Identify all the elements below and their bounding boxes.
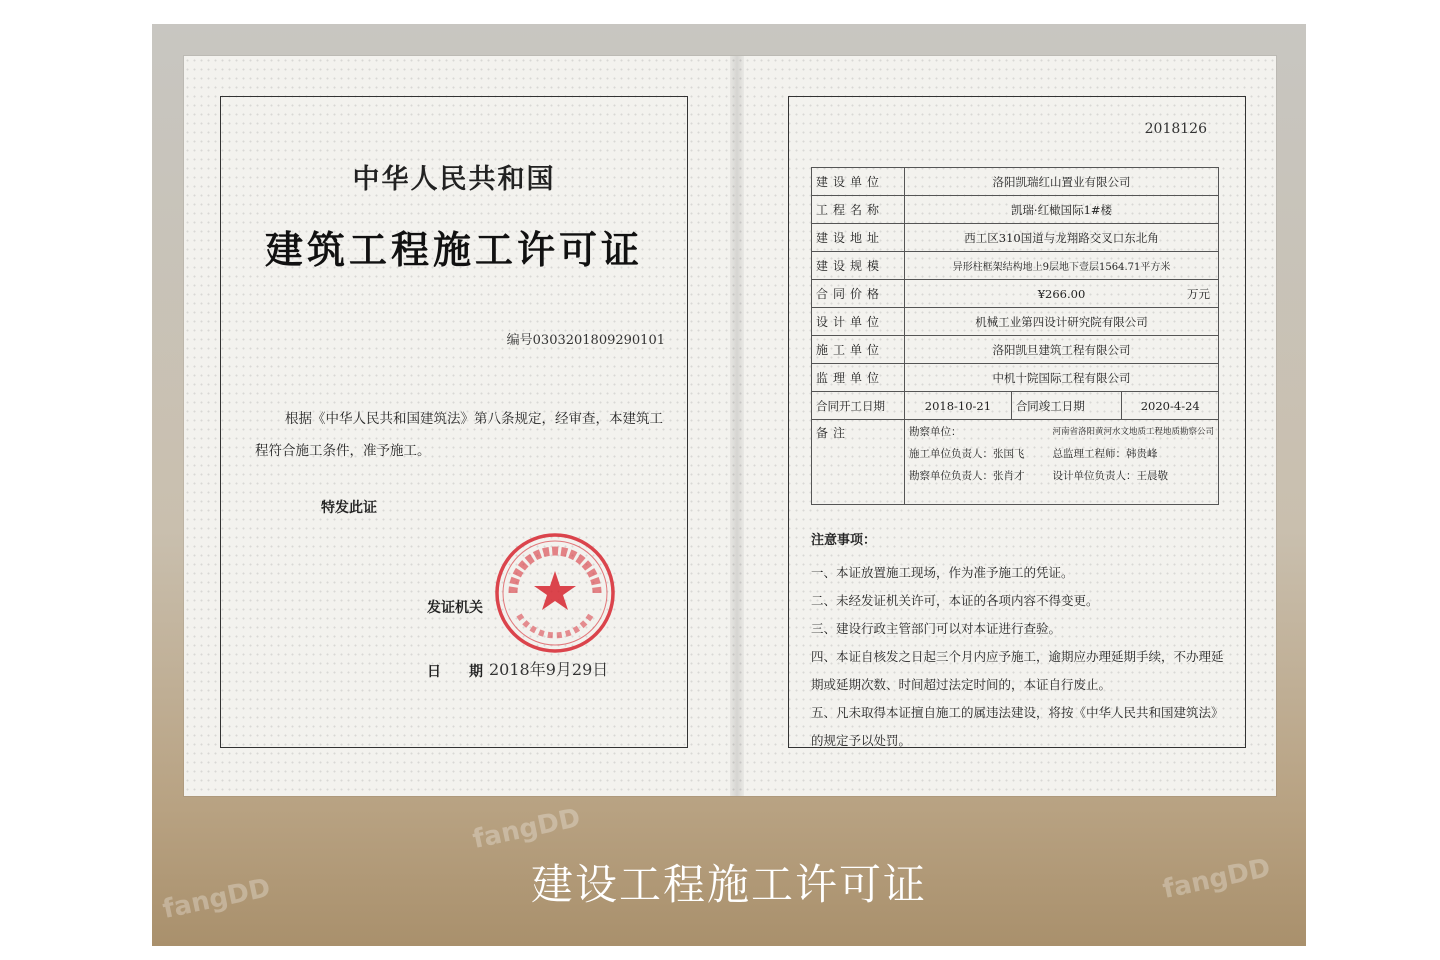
table-row bbox=[812, 420, 1219, 505]
remark-item: 设计单位负责人：王晨敬 bbox=[1052, 470, 1168, 482]
remark-item: 勘察单位负责人：张肖才 bbox=[909, 470, 1025, 482]
price-unit: 万元 bbox=[1187, 287, 1210, 301]
start-date-value: 2018-10-21 bbox=[905, 392, 1012, 420]
row-label: 建设规模 bbox=[812, 252, 905, 280]
watermark-logo: fangDD bbox=[160, 872, 274, 926]
contract-price-cell bbox=[905, 280, 1219, 308]
row-value: 机械工业第四设计研究院有限公司 bbox=[905, 308, 1219, 336]
end-date-label: 合同竣工日期 bbox=[1011, 392, 1122, 420]
row-label: 合同价格 bbox=[812, 280, 905, 308]
row-label: 设计单位 bbox=[812, 308, 905, 336]
certificate-sheet bbox=[184, 56, 1276, 796]
start-date-label: 合同开工日期 bbox=[812, 392, 905, 420]
remark-item: 河南省洛阳黄河水文地质工程地质勘察公司 bbox=[1052, 427, 1214, 437]
note-item: 五、凡未取得本证擅自施工的属违法建设，将按《中华人民共和国建筑法》的规定予以处罚。 bbox=[811, 705, 1224, 748]
row-label: 施工单位 bbox=[812, 336, 905, 364]
row-value: 西工区310国道与龙翔路交叉口东北角 bbox=[905, 224, 1219, 252]
note-item: 三、建设行政主管部门可以对本证进行查验。 bbox=[811, 621, 1062, 636]
notes-list bbox=[811, 559, 1231, 755]
table-row bbox=[812, 196, 1219, 224]
certificate-number: 编号0303201809290101 bbox=[506, 333, 665, 348]
issue-date: 2018年9月29日 bbox=[489, 660, 609, 679]
date-label: 日 期 bbox=[427, 664, 483, 680]
row-value: 异形柱框架结构地上9层地下壹层1564.71平方米 bbox=[905, 252, 1219, 280]
certificate-title: 建筑工程施工许可证 bbox=[264, 228, 643, 272]
table-row bbox=[812, 308, 1219, 336]
table-row bbox=[812, 280, 1219, 308]
remarks-label: 备注 bbox=[812, 420, 905, 505]
official-seal-icon bbox=[493, 531, 617, 655]
row-value: 中机十院国际工程有限公司 bbox=[905, 364, 1219, 392]
row-label: 监理单位 bbox=[812, 364, 905, 392]
row-label: 建设地址 bbox=[812, 224, 905, 252]
photo-frame bbox=[152, 24, 1306, 946]
row-value: 洛阳凯旦建筑工程有限公司 bbox=[905, 336, 1219, 364]
table-row bbox=[812, 336, 1219, 364]
end-date-value: 2020-4-24 bbox=[1122, 392, 1219, 420]
issue-statement: 特发此证 bbox=[321, 500, 377, 516]
note-item: 二、未经发证机关许可，本证的各项内容不得变更。 bbox=[811, 593, 1099, 608]
legal-basis-text: 根据《中华人民共和国建筑法》第八条规定，经审查，本建筑工程符合施工条件，准予施工。 bbox=[255, 411, 663, 459]
project-info-table bbox=[811, 167, 1219, 505]
remark-item: 勘察单位： bbox=[909, 426, 962, 438]
watermark-logo: fangDD bbox=[470, 802, 584, 856]
notes-title: 注意事项： bbox=[811, 533, 877, 548]
certificate-right-page bbox=[788, 96, 1246, 748]
issuing-authority-label: 发证机关 bbox=[427, 600, 483, 616]
country-name: 中华人民共和国 bbox=[352, 164, 556, 195]
serial-number: 2018126 bbox=[1144, 121, 1207, 137]
row-value: 凯瑞·红橄国际1#楼 bbox=[905, 196, 1219, 224]
remarks-content bbox=[905, 420, 1219, 505]
table-row bbox=[812, 224, 1219, 252]
table-row bbox=[812, 252, 1219, 280]
row-value: 洛阳凯瑞红山置业有限公司 bbox=[905, 168, 1219, 196]
table-row bbox=[812, 364, 1219, 392]
row-label: 建设单位 bbox=[812, 168, 905, 196]
remark-item: 总监理工程师：韩贵峰 bbox=[1052, 448, 1158, 460]
note-item: 一、本证放置施工现场，作为准予施工的凭证。 bbox=[811, 565, 1074, 580]
page-fold bbox=[730, 56, 744, 796]
image-caption: 建设工程施工许可证 bbox=[530, 860, 927, 909]
watermark-logo: fangDD bbox=[1160, 852, 1274, 906]
row-label: 工程名称 bbox=[812, 196, 905, 224]
note-item: 四、本证自核发之日起三个月内应予施工，逾期应办理延期手续，不办理延期或延期次数、时间超过法定时间的，本证自行废止。 bbox=[811, 649, 1224, 692]
table-row bbox=[812, 392, 1219, 420]
table-row bbox=[812, 168, 1219, 196]
remark-item: 施工单位负责人：张国飞 bbox=[909, 448, 1025, 460]
certificate-left-page bbox=[220, 96, 688, 748]
contract-price: ¥266.00 bbox=[1037, 286, 1086, 301]
